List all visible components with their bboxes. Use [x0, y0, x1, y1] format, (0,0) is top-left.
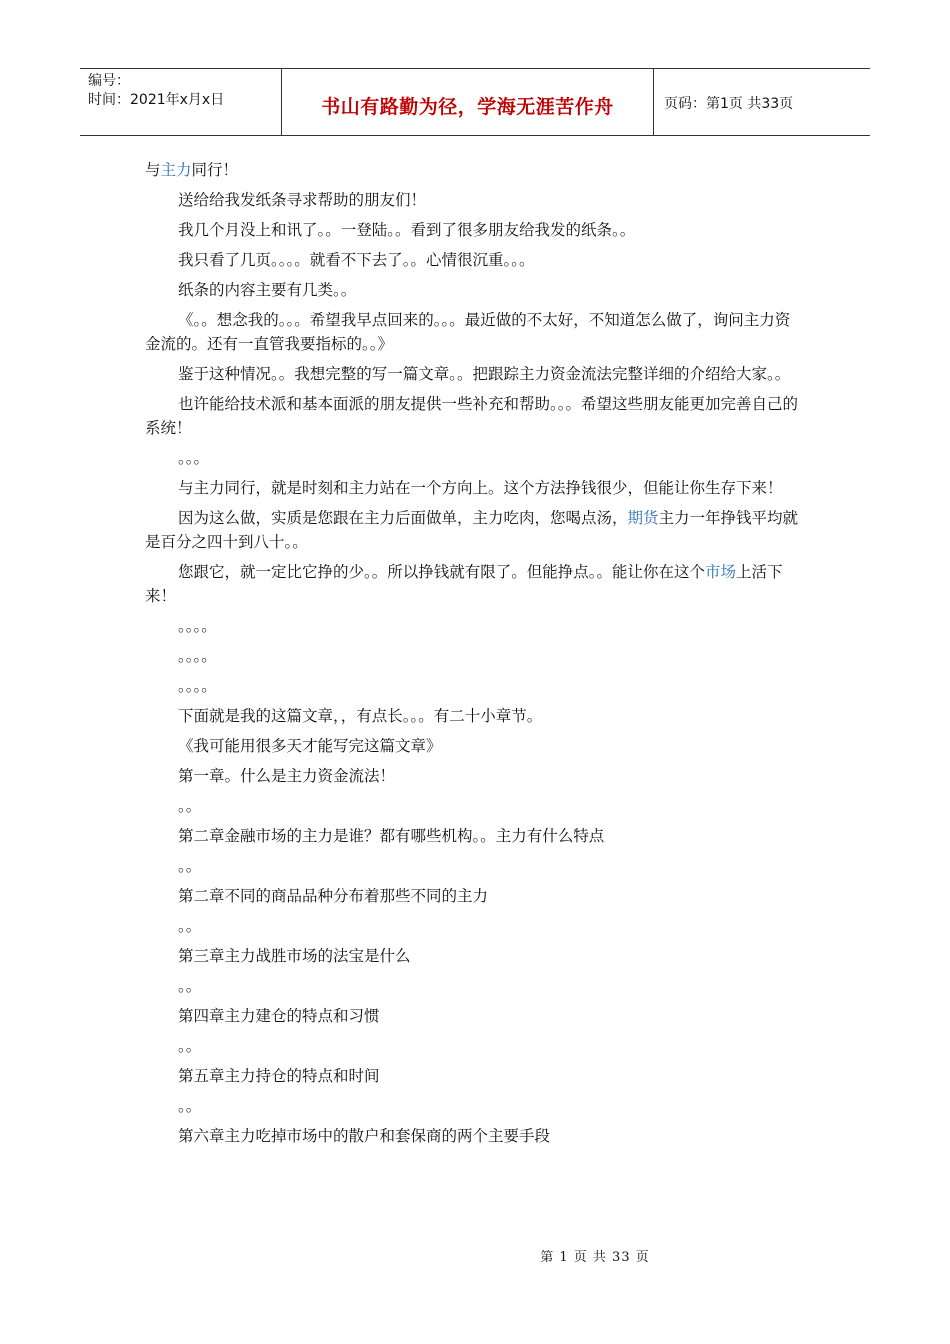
paragraph: 下面就是我的这篇文章，，有点长。。。有二十小章节。 [178, 707, 543, 725]
chapter-item: 第五章主力持仓的特点和时间 [178, 1067, 380, 1085]
chapter-item: 第六章主力吃掉市场中的散户和套保商的两个主要手段 [178, 1127, 551, 1145]
paragraph: 。。。。 [178, 617, 217, 635]
paragraph: 。。 [178, 857, 202, 875]
chapter-item: 第一章。什么是主力资金流法！ [178, 767, 396, 785]
text-span: 上活下来！ [145, 563, 783, 605]
paragraph: 《我可能用很多天才能写完这篇文章》 [178, 737, 442, 755]
page-footer: 第 1 页 共 33 页 [540, 1250, 650, 1265]
paragraph: 也许能给技术派和基本面派的朋友提供一些补充和帮助。。。希望这些朋友能更加完善自己的系统！ [145, 395, 799, 437]
header-time-label: 时间：2021年x月x日 [88, 92, 225, 108]
header-page-info: 页码：第1页 共33页 [664, 96, 794, 112]
paragraph: 。。 [178, 1037, 202, 1055]
link-shichang[interactable]: 市场 [705, 563, 737, 581]
paragraph: 送给给我发纸条寻求帮助的朋友们！ [178, 191, 427, 209]
chapter-item: 第三章主力战胜市场的法宝是什么 [178, 947, 411, 965]
link-zhuli[interactable]: 主力 [160, 161, 192, 179]
header-id-label: 编号： [88, 73, 130, 89]
text-span: 您跟它，就一定比它挣的少。。所以挣钱就有限了。但能挣点。。能让你在这个 [178, 563, 706, 581]
paragraph: 《。。想念我的。。。希望我早点回来的。。。最近做的不太好，不知道怎么做了，询问主力资金流的。还有一直管我要指标的。。》 [145, 311, 791, 353]
text-span: 因为这么做，实质是您跟在主力后面做单，主力吃肉，您喝点汤， [178, 509, 628, 527]
text-span: 主力一年挣钱平均就是百分之四十到八十。。 [145, 509, 799, 551]
paragraph: 鉴于这种情况。。我想完整的写一篇文章。。把跟踪主力资金流法完整详细的介绍给大家。。 [178, 365, 791, 383]
paragraph: 。。 [178, 797, 202, 815]
paragraph: 。。。。 [178, 677, 217, 695]
chapter-item: 第四章主力建仓的特点和习惯 [178, 1007, 380, 1025]
paragraph: 我只看了几页。。。。就看不下去了。。心情很沉重。。。 [178, 251, 535, 269]
link-qihuo[interactable]: 期货 [627, 509, 659, 527]
paragraph: 我几个月没上和讯了。。一登陆。。看到了很多朋友给我发的纸条。。 [178, 221, 636, 239]
paragraph: 。。 [178, 977, 202, 995]
paragraph [145, 560, 805, 608]
paragraph: 。。 [178, 917, 202, 935]
page-header [80, 68, 870, 136]
paragraph: 。。 [178, 1097, 202, 1115]
header-motto: 书山有路勤为径，学海无涯苦作舟 [321, 95, 614, 118]
chapter-item: 第二章不同的商品品种分布着那些不同的主力 [178, 887, 489, 905]
document-body [145, 158, 805, 1154]
paragraph [145, 506, 805, 554]
header-meta [80, 69, 282, 135]
paragraph: 。。。 [178, 449, 210, 467]
paragraph: 与主力同行，就是时刻和主力站在一个方向上。这个方法挣钱很少，但能让你生存下来！ [178, 479, 783, 497]
paragraph: 。。。。 [178, 647, 217, 665]
paragraph: 纸条的内容主要有几类。。 [178, 281, 357, 299]
doc-title-pre: 与 [145, 161, 161, 179]
chapter-item: 第二章金融市场的主力是谁？都有哪些机构。。主力有什么特点 [178, 827, 605, 845]
header-motto-cell [282, 69, 654, 135]
doc-title-post: 同行！ [191, 161, 239, 179]
doc-title [145, 158, 805, 182]
